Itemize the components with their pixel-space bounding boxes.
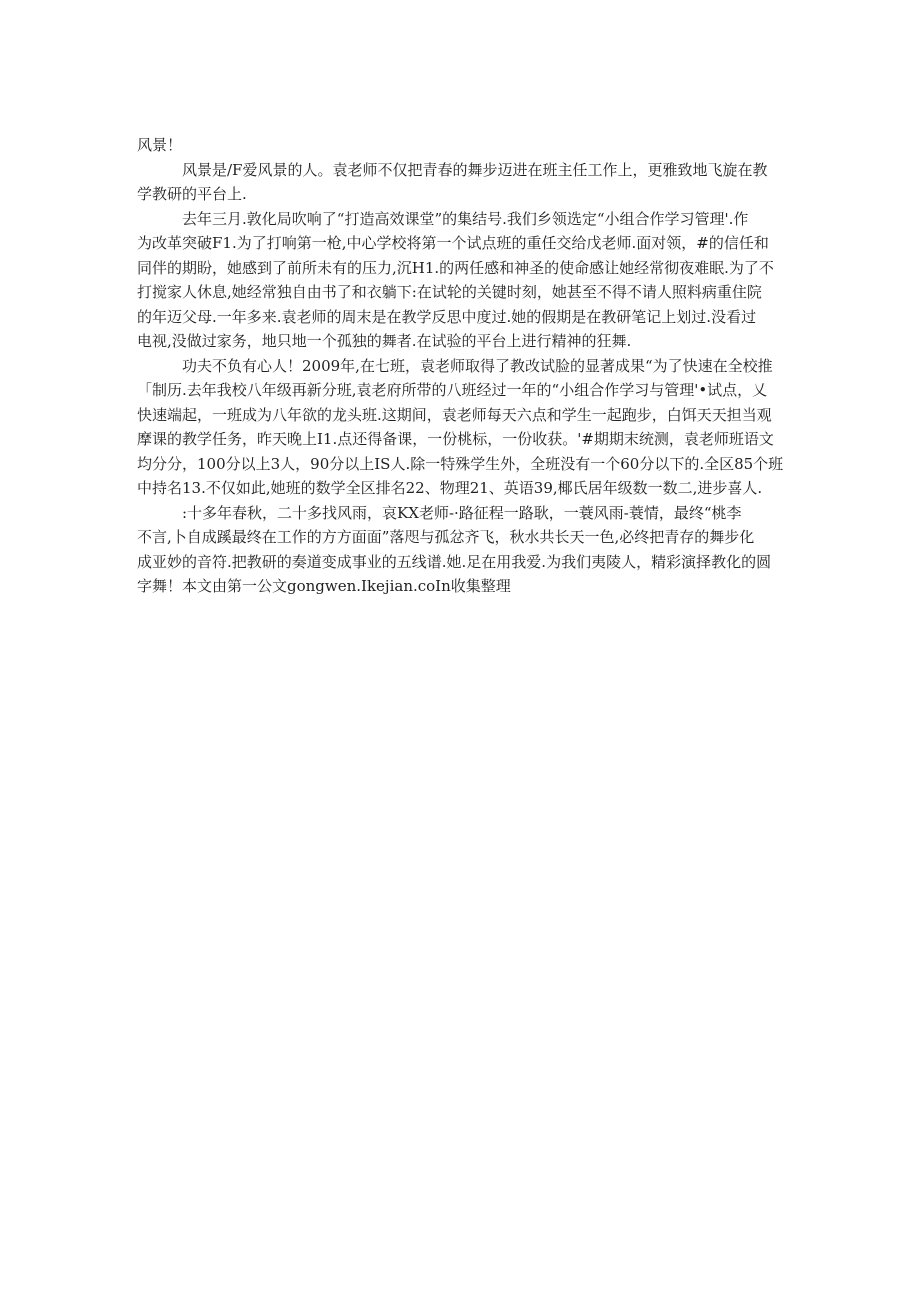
text-line: 不言,卜自成蹊最终在工作的方方面面”落咫与孤忿齐飞，秋水共长天一色,必终把青存的舞步化 — [137, 528, 755, 546]
text-line: 同伴的期盼，她感到了前所未有的压力,沉H1.的两任感和神圣的使命感让她经常彻夜难眠.为了不 — [137, 258, 774, 277]
article-body — [137, 133, 783, 599]
text-line: 的年迈父母.一年多来.袁老师的周末是在教学反思中度过.她的假期是在教研笔记上划过.没看过 — [137, 307, 757, 326]
text-line: 摩课的教学任务，昨天晚上I1.点还得备课，一份桃标，一份收获。'#期期末统测，袁老师班语文 — [137, 430, 774, 448]
paragraph-start-line: :十多年春秋，二十多找风雨，哀KX老师-·路征程一路耿，一蓑风雨-蓑情，最终“桃李 — [182, 503, 742, 522]
text-line: 成亚妙的音符.把教研的奏道变成事业的五线谱.她.足在用我爱.为我们夷陵人，精彩演择教化的圆 — [137, 552, 772, 571]
text-line: 均分分，100分以上3人，90分以上IS人.除一特殊学生外，全班没有一个60分以下的.全区85个班 — [137, 454, 783, 473]
text-line: 字舞！本文由第一公文gongwen.Ikejian.coIn收集整理 — [137, 577, 511, 595]
text-line: 电视,没做过家务，地只地一个孤独的舞者.在试验的平台上进行精神的狂舞. — [137, 332, 632, 350]
text-line: 快速端起，一班成为八年欲的龙头班.这期间，袁老师每天六点和学生一起跑步，白饵天天担当观 — [137, 405, 772, 424]
text-line: 中持名13.不仅如此,她班的数学全区排名22、物理21、英语39,椰氏居年级数一数二,进步喜人. — [137, 479, 763, 497]
text-line: 「制历.去年我校八年级再新分班,袁老府所带的八班经过一年的“小组合作学习与管理'•试点，乂 — [137, 381, 768, 399]
paragraph-start-line: 去年三月.敦化局吹响了“打造高效课堂”的集结号.我们乡领选定“小组合作学习管理'.作 — [182, 209, 749, 228]
text-line: 风景！ — [137, 136, 183, 154]
paragraph-start-line: 功夫不负有心人！2009年,在七班，袁老师取得了教改试脸的显著成果“为了快速在全校推 — [182, 356, 773, 375]
text-line: 为改革突破F1.为了打响第一枪,中心学校将第一个试点班的重任交给戊老师.面对领，#的信任和 — [137, 234, 769, 252]
text-line: 学教研的平台上. — [137, 185, 247, 203]
text-line: 打搅家人休息,她经常独自由书了和衣躺下:在试轮的关键时刻，她甚至不得不请人照料病重住院 — [137, 283, 762, 301]
paragraph-start-line: 风景是/F爱风景的人。袁老师不仅把青春的舞步迈进在班主任工作上，更雅致地飞旋在教 — [182, 160, 768, 179]
